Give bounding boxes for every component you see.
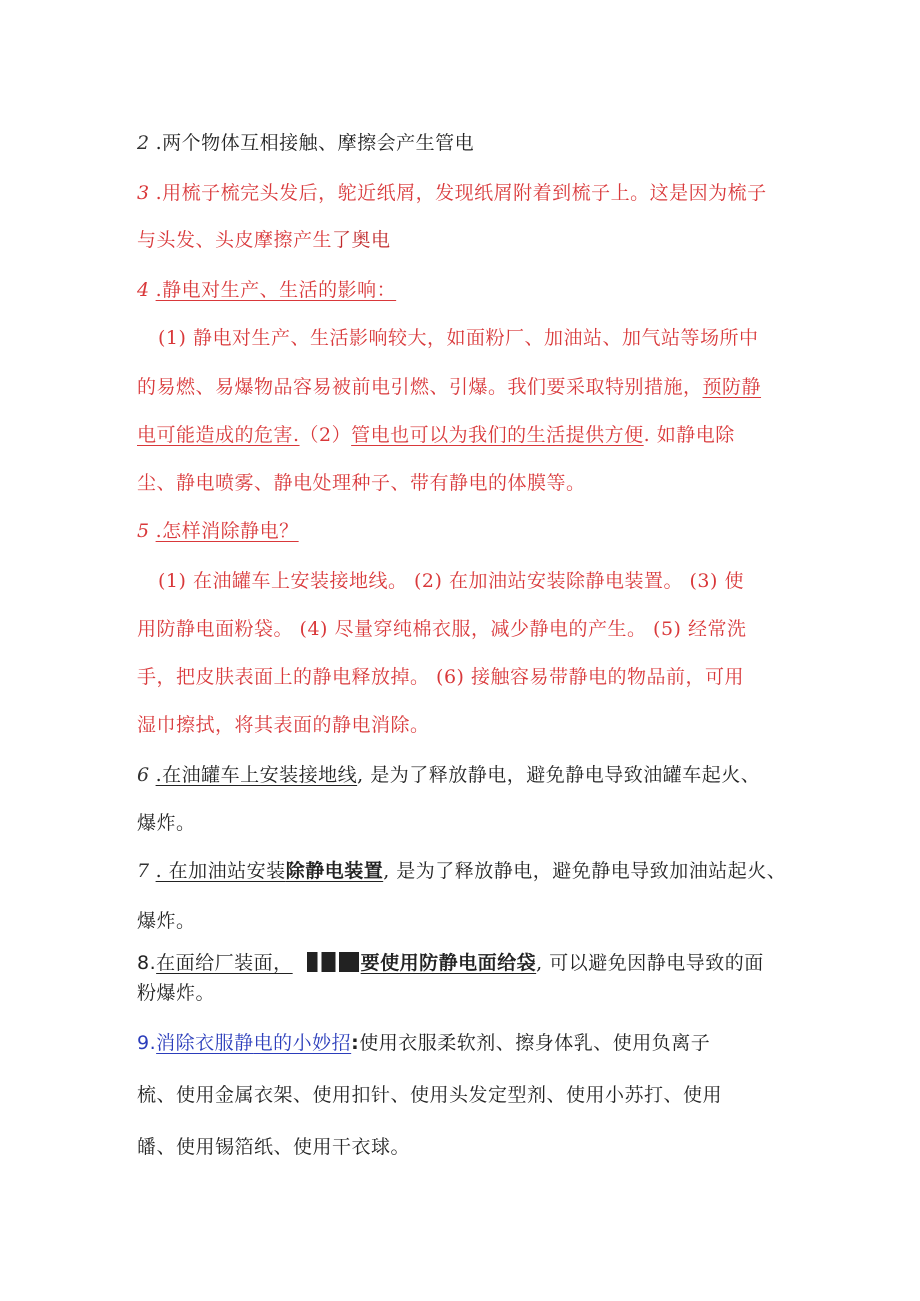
item-text: 梳、使用金属衣架、使用扣针、使用头发定型剂、使用小苏打、使用 (137, 1084, 723, 1106)
item-5-heading (137, 516, 299, 543)
item-7-line-1 (137, 856, 786, 883)
item-7-line-2 (137, 906, 196, 933)
section-heading: .怎样消除静电？ (155, 520, 299, 542)
item-number: 9. (137, 1032, 157, 1054)
item-text: 爆炸。 (137, 812, 196, 834)
colon: : (351, 1032, 360, 1054)
item-text: 皤、使用锡箔纸、使用干衣球。 (137, 1136, 411, 1158)
underlined-text: 电可能造成的危害. (137, 424, 300, 446)
item-text: , 是为了释放静电，避免静电导致加油站起火、 (383, 860, 787, 882)
item-text: .两个物体互相接触、摩擦会产生管电 (155, 132, 475, 154)
item-9-line-3 (137, 1132, 410, 1159)
bold-underlined-text: 除静电装置 (285, 860, 384, 882)
item-number: 8. (137, 952, 157, 974)
underlined-text: . 在加油站安装 (155, 860, 286, 882)
item-5-para-3 (137, 662, 744, 689)
item-8-line-1 (137, 948, 764, 975)
item-4-para-4 (137, 468, 586, 495)
item-3-line-2 (137, 225, 391, 252)
item-number: 5 (137, 520, 150, 542)
item-4-para-1 (158, 323, 758, 350)
section-heading: .静电对生产、生活的影响： (155, 279, 397, 301)
item-8-line-2 (137, 978, 215, 1005)
paragraph-text: 湿巾擦拭，将其表面的静电消除。 (137, 714, 430, 736)
item-text: 与头发、头皮摩擦产生 (137, 229, 333, 251)
item-text: .用梳子梳完头发后，鸵近纸屑，发现纸屑附着到梳子上。这是因为梳子 (155, 182, 767, 204)
item-5-para-1 (158, 566, 744, 593)
item-6-line-2 (137, 808, 196, 835)
paragraph-text: （2） (299, 424, 352, 446)
item-text: 使用衣服柔软剂、擦身体乳、使用负离子 (359, 1032, 711, 1054)
bold-underlined-text: 要使用防静电面给袋 (360, 952, 537, 974)
item-text: 粉爆炸。 (137, 982, 216, 1004)
paragraph-text: 尘、静电喷雾、静电处理种子、带有静电的体膜等。 (137, 472, 586, 494)
paragraph-text: (1) 静电对生产、生活影响较大，如面粉厂、加油站、加气站等场所中 (158, 327, 759, 349)
item-5-para-2 (137, 614, 747, 641)
item-number: 6 (137, 764, 150, 786)
item-6-line-1 (137, 760, 760, 787)
garbled-glyph-block (307, 952, 359, 972)
item-number: 3 (137, 182, 150, 204)
item-2 (137, 128, 474, 155)
highlighted-text: 电的小妙招 (253, 1032, 352, 1054)
paragraph-text: (1) 在油罐车上安装接地线。 (2) 在加油站安装除静电装置。 (3) 使 (158, 570, 744, 592)
item-9-line-1 (137, 1028, 710, 1055)
highlighted-text: 了奥电 (332, 229, 391, 251)
item-text: , 可以避免因静电导致的面 (536, 952, 764, 974)
item-text: , 是为了释放静电，避免静电导致油罐车起火、 (357, 764, 761, 786)
paragraph-text: . 如静电除 (643, 424, 735, 446)
paragraph-text: 手，把皮肤表面上的静电释放掉。 (6) 接触容易带静电的物品前，可用 (137, 666, 744, 688)
paragraph-text: 的易燃、易爆物品容易被前电引燃、引爆。我们要采取特别措施， (137, 376, 703, 398)
item-number: 7 (137, 860, 150, 882)
item-4-heading (137, 275, 396, 302)
item-number: 2 (137, 132, 150, 154)
highlighted-text: 消除衣服静 (156, 1032, 254, 1054)
item-number: 4 (137, 279, 150, 301)
item-4-para-2 (137, 372, 761, 399)
item-4-para-3 (137, 420, 735, 447)
item-3-line-1 (137, 178, 767, 205)
underlined-text: .在油罐车上安装接地线 (155, 764, 358, 786)
item-5-para-4 (137, 710, 430, 737)
underlined-text: 预防静 (702, 376, 762, 398)
underlined-text: 管电也可以为我们的生活提供方便 (351, 424, 644, 446)
underlined-text: 在面给厂装面， (156, 952, 293, 974)
item-text: 爆炸。 (137, 910, 196, 932)
item-9-line-2 (137, 1080, 722, 1107)
paragraph-text: 用防静电面粉袋。 (4) 尽量穿纯棉衣服，减少静电的产生。 (5) 经常洗 (137, 618, 747, 640)
